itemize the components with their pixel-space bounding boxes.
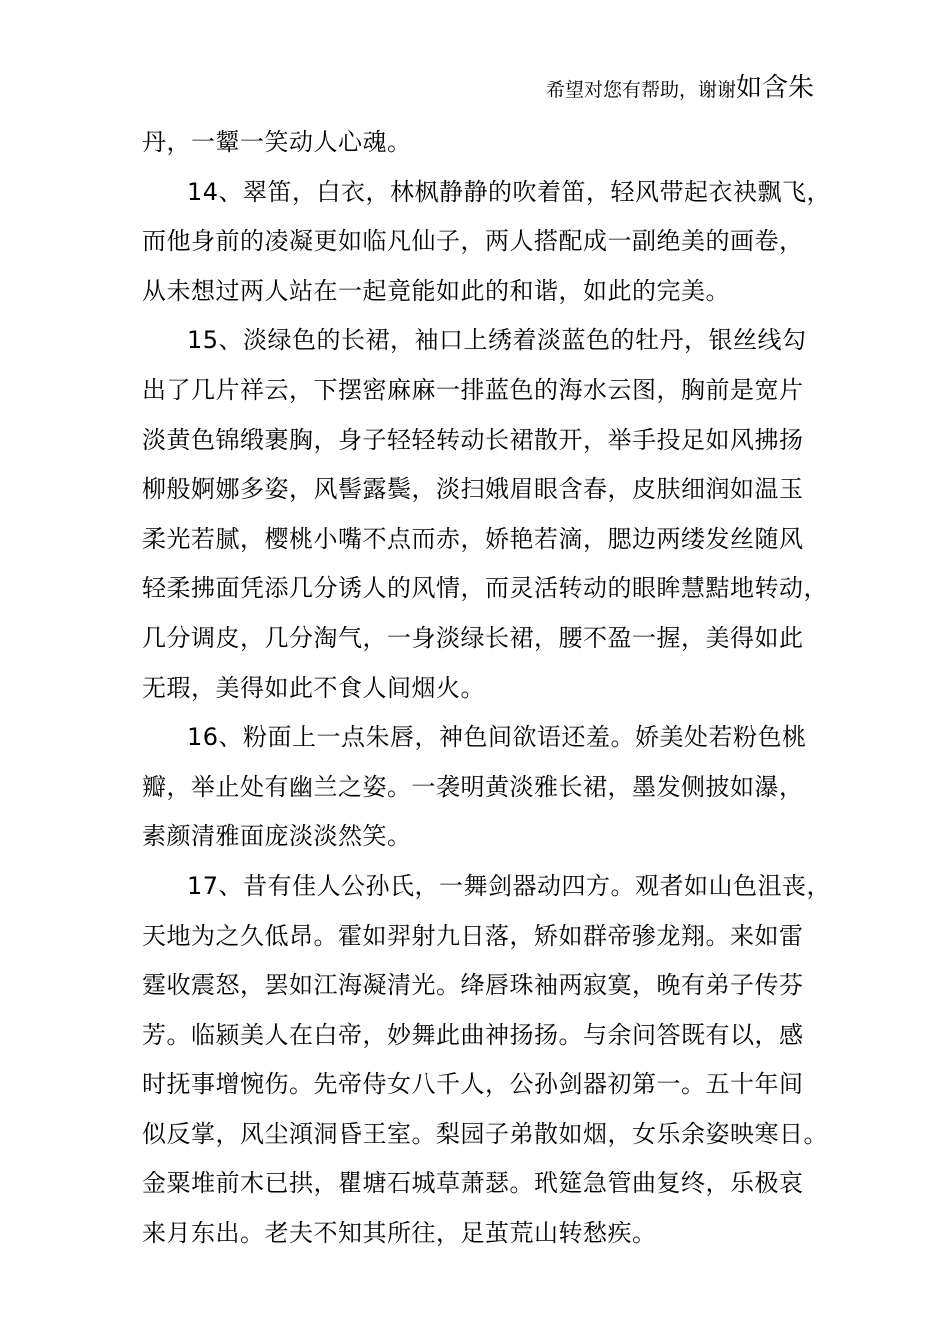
page-header — [546, 72, 814, 106]
document-body — [142, 118, 832, 1259]
text-line: 而他身前的凌凝更如临凡仙子，两人搭配成一副绝美的画卷， — [142, 227, 804, 256]
text-line: 15、淡绿色的长裙，袖口上绣着淡蓝色的牡丹，银丝线勾 — [187, 326, 807, 355]
text-line: 柳般婀娜多姿，风髻露鬓，淡扫娥眉眼含春，皮肤细润如温玉 — [142, 475, 804, 504]
header-text: 希望对您有帮助，谢谢 — [545, 79, 736, 101]
text-line: 天地为之久低昂。霍如羿射九日落，矫如群帝骖龙翔。来如雷 — [142, 921, 804, 950]
text-line: 似反掌，风尘澒洞昏王室。梨园子弟散如烟，女乐余姿映寒日。 — [142, 1119, 828, 1148]
text-line: 来月东出。老夫不知其所往，足茧荒山转愁疾。 — [142, 1219, 657, 1248]
text-line: 几分调皮，几分淘气，一身淡绿长裙，腰不盈一握，美得如此 — [142, 623, 804, 652]
text-line: 轻柔拂面凭添几分诱人的风情，而灵活转动的眼眸慧黠地转动， — [142, 574, 828, 603]
text-line: 从未想过两人站在一起竟能如此的和谐，如此的完美。 — [142, 276, 730, 305]
text-line: 瓣，举止处有幽兰之姿。一袭明黄淡雅长裙，墨发侧披如瀑， — [142, 772, 804, 801]
text-line: 丹，一颦一笑动人心魂。 — [142, 128, 412, 156]
text-line: 霆收震怒，罢如江海凝清光。绛唇珠袖两寂寞，晚有弟子传芬 — [142, 971, 804, 1000]
text-line: 柔光若腻，樱桃小嘴不点而赤，娇艳若滴，腮边两缕发丝随风 — [142, 524, 804, 553]
text-line: 淡黄色锦缎裹胸，身子轻轻转动长裙散开，举手投足如风拂扬 — [142, 425, 804, 454]
text-line: 16、粉面上一点朱唇，神色间欲语还羞。娇美处若粉色桃 — [187, 723, 807, 752]
text-line: 17、昔有佳人公孙氏，一舞剑器动四方。观者如山色沮丧， — [187, 871, 832, 900]
text-line: 14、翠笛，白衣，林枫静静的吹着笛，轻风带起衣袂飘飞， — [187, 177, 832, 206]
text-line: 芳。临颍美人在白帝，妙舞此曲神扬扬。与余问答既有以，感 — [142, 1020, 804, 1049]
text-line: 金粟堆前木已拱，瞿塘石城草萧瑟。玳筵急管曲复终，乐极哀 — [142, 1169, 804, 1198]
text-line: 无瑕，美得如此不食人间烟火。 — [142, 673, 485, 702]
text-line: 素颜清雅面庞淡淡然笑。 — [142, 822, 412, 851]
text-line: 出了几片祥云，下摆密麻麻一排蓝色的海水云图，胸前是宽片 — [142, 375, 804, 404]
header-name: 如含朱 — [735, 73, 814, 103]
text-line: 时抚事增惋伤。先帝侍女八千人，公孙剑器初第一。五十年间 — [142, 1070, 804, 1099]
